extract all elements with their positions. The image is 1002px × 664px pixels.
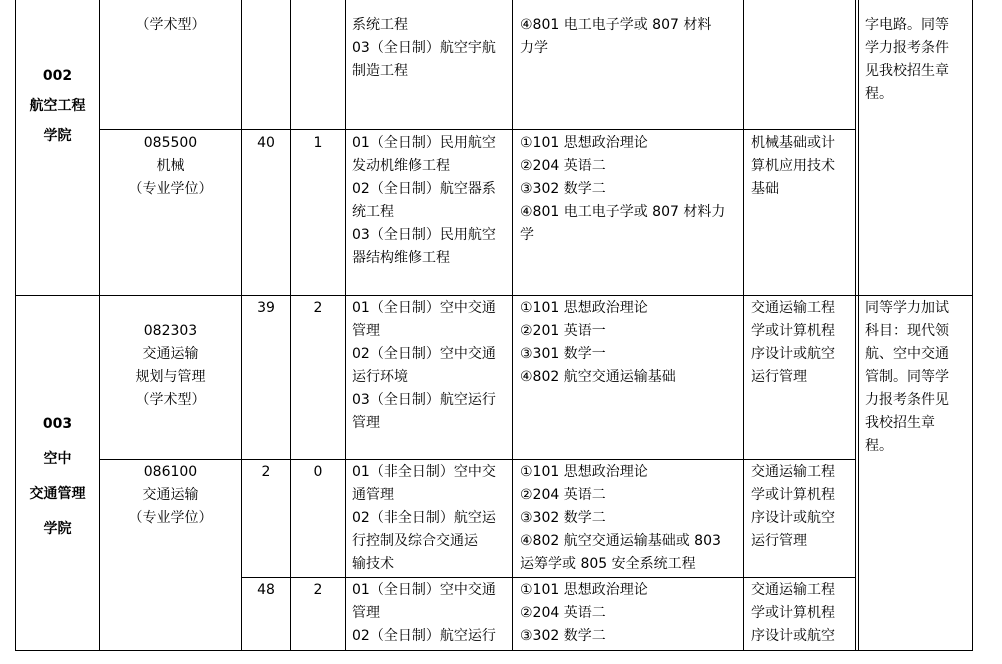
note-line: 见我校招生章 — [865, 63, 949, 79]
table-border — [241, 577, 856, 578]
research-direction-cell — [352, 297, 496, 435]
retest-line: 运行管理 — [751, 369, 807, 385]
notes-cell — [865, 14, 949, 106]
research-direction-cell — [352, 579, 496, 648]
exam-line: ①101 思想政治理论 — [520, 135, 648, 151]
direction-line: 系统工程 — [352, 17, 408, 33]
retest-line: 学或计算机程 — [751, 487, 835, 503]
exam-subjects-cell — [520, 132, 725, 247]
exam-line: ②204 英语二 — [520, 158, 606, 174]
exam-line: ②204 英语二 — [520, 487, 606, 503]
college-code: 003 — [42, 416, 73, 432]
direction-line: 03（全日制）航空运行 — [352, 392, 496, 408]
direction-line: 管理 — [352, 323, 380, 339]
college-name: 交通管理 — [29, 486, 86, 502]
direction-line: 管理 — [352, 605, 380, 621]
direction-line: 器结构维修工程 — [352, 250, 450, 266]
college-name: 学院 — [43, 521, 72, 537]
note-line: 航、空中交通 — [865, 346, 949, 362]
major-name: 交通运输 — [142, 487, 199, 503]
college-code: 002 — [42, 68, 73, 84]
exam-subjects-cell — [520, 461, 721, 576]
exam-line: 学 — [520, 227, 534, 243]
exam-line: ③302 数学二 — [520, 628, 606, 644]
table-border — [15, 650, 973, 651]
exam-subjects-cell — [520, 579, 648, 648]
note-line: 程。 — [865, 86, 893, 102]
note-line: 学力报考条件 — [865, 40, 949, 56]
direction-line: 运行环境 — [352, 369, 408, 385]
direction-line: 01（全日制）空中交通 — [352, 300, 496, 316]
note-line: 字电路。同等 — [865, 17, 949, 33]
direction-line: 发动机维修工程 — [352, 158, 450, 174]
direction-line: 02（全日制）航空运行 — [352, 628, 496, 644]
table-border — [512, 0, 513, 651]
table-border — [743, 0, 744, 651]
direction-line: 02（全日制）航空器系 — [352, 181, 496, 197]
note-line: 管制。同等学 — [865, 369, 949, 385]
exempt-count: 2 — [313, 300, 323, 316]
note-line: 力报考条件见 — [865, 392, 949, 408]
exam-line: ④802 航空交通运输基础或 803 — [520, 533, 721, 549]
direction-line: 03（全日制）民用航空 — [352, 227, 496, 243]
major-cell — [100, 461, 241, 530]
direction-line: 01（全日制）民用航空 — [352, 135, 496, 151]
enrollment-plan: 48 — [257, 582, 275, 598]
table-border — [858, 0, 859, 651]
notes-cell — [865, 297, 949, 458]
exam-line: ②204 英语二 — [520, 605, 606, 621]
retest-line: 学或计算机程 — [751, 323, 835, 339]
retest-subjects-cell — [751, 579, 835, 648]
retest-line: 学或计算机程 — [751, 605, 835, 621]
major-cell — [100, 14, 241, 37]
exam-line: ③302 数学二 — [520, 510, 606, 526]
table-border — [99, 459, 856, 460]
note-line: 程。 — [865, 438, 893, 454]
direction-line: 管理 — [352, 415, 380, 431]
college-name: 学院 — [43, 128, 72, 144]
retest-line: 算机应用技术 — [751, 158, 835, 174]
direction-line: 输技术 — [352, 556, 394, 572]
exam-line: ③301 数学一 — [520, 346, 606, 362]
exam-line: 运筹学或 805 安全系统工程 — [520, 556, 696, 572]
exam-line: ①101 思想政治理论 — [520, 464, 648, 480]
direction-line: 02（非全日制）航空运 — [352, 510, 496, 526]
retest-line: 序设计或航空 — [751, 628, 835, 644]
major-name: 机械 — [156, 158, 185, 174]
table-border — [99, 129, 856, 130]
table-border — [290, 0, 291, 651]
exam-line: 力学 — [520, 40, 548, 56]
retest-subjects-cell — [751, 461, 835, 553]
major-code: 082303 — [143, 323, 198, 339]
college-cell — [16, 61, 99, 151]
table-border — [345, 0, 346, 651]
college-name: 航空工程 — [29, 98, 86, 114]
retest-subjects-cell — [751, 297, 835, 389]
direction-line: 统工程 — [352, 204, 394, 220]
enrollment-plan: 2 — [261, 464, 271, 480]
major-name: 规划与管理 — [135, 369, 206, 385]
retest-line: 机械基础或计 — [751, 135, 835, 151]
exam-line: ③302 数学二 — [520, 181, 606, 197]
college-cell — [16, 407, 99, 547]
note-line: 我校招生章 — [865, 415, 935, 431]
major-type: （专业学位） — [128, 510, 213, 526]
enrollment-plan: 39 — [257, 300, 275, 316]
retest-line: 交通运输工程 — [751, 582, 835, 598]
major-name: 交通运输 — [142, 346, 199, 362]
retest-line: 基础 — [751, 181, 779, 197]
exempt-count: 0 — [313, 464, 323, 480]
retest-line: 交通运输工程 — [751, 300, 835, 316]
major-type: （学术型） — [135, 17, 206, 33]
exam-subjects-cell — [520, 14, 711, 60]
research-direction-cell — [352, 461, 496, 576]
exam-line: ④802 航空交通运输基础 — [520, 369, 676, 385]
exam-line: ②201 英语一 — [520, 323, 606, 339]
direction-line: 01（非全日制）空中交 — [352, 464, 496, 480]
retest-line: 交通运输工程 — [751, 464, 835, 480]
exempt-count: 1 — [313, 135, 323, 151]
retest-line: 序设计或航空 — [751, 510, 835, 526]
research-direction-cell — [352, 14, 496, 83]
exam-line: ④801 电工电子学或 807 材料力 — [520, 204, 726, 220]
exam-line: ④801 电工电子学或 807 材料 — [520, 17, 712, 33]
note-line: 科目：现代领 — [865, 323, 949, 339]
direction-line: 03（全日制）航空宇航 — [352, 40, 496, 56]
major-code: 086100 — [143, 464, 198, 480]
table-border — [15, 295, 973, 296]
retest-line: 运行管理 — [751, 533, 807, 549]
table-border — [241, 0, 242, 651]
direction-line: 02（全日制）空中交通 — [352, 346, 496, 362]
major-type: （专业学位） — [128, 181, 213, 197]
exam-line: ①101 思想政治理论 — [520, 582, 648, 598]
major-cell — [100, 132, 241, 201]
direction-line: 通管理 — [352, 487, 394, 503]
direction-line: 行控制及综合交通运 — [352, 533, 478, 549]
note-line: 同等学力加试 — [865, 300, 949, 316]
major-code: 085500 — [143, 135, 198, 151]
enrollment-plan: 40 — [257, 135, 275, 151]
retest-subjects-cell — [751, 132, 835, 201]
research-direction-cell — [352, 132, 496, 270]
college-name: 空中 — [43, 451, 72, 467]
exempt-count: 2 — [313, 582, 323, 598]
retest-line: 序设计或航空 — [751, 346, 835, 362]
major-type: （学术型） — [135, 392, 206, 408]
table-border — [972, 0, 973, 651]
exam-subjects-cell — [520, 297, 676, 389]
direction-line: 01（全日制）空中交通 — [352, 582, 496, 598]
major-cell — [100, 320, 241, 412]
table-border — [855, 0, 856, 651]
exam-line: ①101 思想政治理论 — [520, 300, 648, 316]
direction-line: 制造工程 — [352, 63, 408, 79]
